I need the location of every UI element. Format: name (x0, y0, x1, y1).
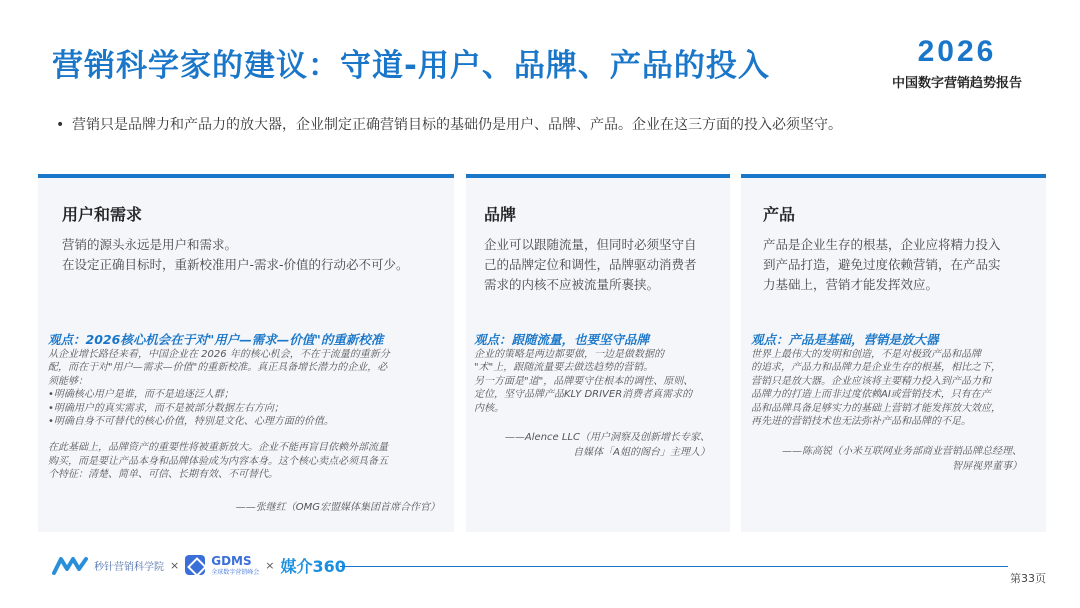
page-number: 第33页 (1010, 572, 1046, 585)
viewpoint-line: 世界上最伟大的发明和创造，不是对极致产品和品牌 (751, 349, 981, 360)
viewpoint-line: 企业的策略是两边都要做，一边是做数据的 (474, 349, 664, 360)
page-title: 营销科学家的建议：守道-用户、品牌、产品的投入 (52, 48, 770, 84)
gdms-logo-subtext: 全球数字营销峰会 (211, 568, 260, 576)
viewpoint-text (48, 348, 390, 482)
viewpoint-line: 的追求，产品力和品牌力是企业生存的根基，相比之下， (751, 362, 1001, 374)
viewpoint-line: 个特征：清楚、简单、可信、长期有效、不可替代。 (48, 469, 278, 481)
quote-source (782, 444, 1022, 474)
panel-user-demand (38, 174, 454, 532)
miaozhen-logo-text: 秒针营销科学院 (94, 561, 164, 573)
panel-title: 产品 (763, 205, 796, 224)
viewpoint-line: 内核。 (474, 402, 504, 414)
panel-body-line: 己的品牌定位和调性，品牌驱动消费者 (484, 257, 697, 272)
footer-logos (52, 552, 346, 578)
bullet-dot-icon: • (56, 117, 65, 133)
meijie360-logo-text: 媒介360 (280, 556, 346, 576)
viewpoint-line: 在此基础上，品牌资产的重要性将被重新放大。企业不能再盲目依赖外部流量 (48, 442, 388, 454)
panel-body-line: 营销的源头永远是用户和需求。 (62, 237, 238, 252)
quote-source-line: 自媒体「A姐的阁台」主理人） (573, 447, 710, 458)
panel-body-line: 力基础上，营销才能发挥效应。 (763, 277, 939, 292)
panel-title: 品牌 (484, 205, 517, 224)
quote-source-line: ——Alence LLC（用户洞察及创新增长专家、 (504, 432, 710, 443)
report-brand (872, 36, 1042, 91)
panel-body-line: 需求的内核不应被流量所裹挟。 (484, 277, 660, 292)
viewpoint-text (751, 348, 1001, 428)
viewpoint-line: •明确核心用户是谁，而不是追逐泛人群； (48, 389, 234, 401)
gdms-logo-icon (185, 555, 205, 575)
viewpoint-line: 另一方面是"道"，品牌要守住根本的调性、原则、 (474, 375, 694, 387)
panel-title: 用户和需求 (62, 205, 143, 224)
quote-source-line: 智屏视界董事） (952, 461, 1022, 472)
panel-product (741, 174, 1046, 532)
viewpoint-title: 观点：2026核心机会在于对"用户—需求—价值"的重新校准 (48, 332, 384, 347)
panel-body-line: 企业可以跟随流量，但同时必须坚守自 (484, 237, 697, 252)
summary-bullet (56, 114, 842, 134)
viewpoint-line: 品和品牌具备足够实力的基础上营销才能发挥放大效应， (751, 402, 1001, 414)
times-icon: × (265, 558, 275, 572)
viewpoint-line: •明确用户的真实需求，而不是被部分数据左右方向； (48, 402, 284, 414)
viewpoint-title: 观点：产品是基础，营销是放大器 (751, 332, 939, 347)
viewpoint-line: "术"上，跟随流量要去做迭趋势的营销。 (474, 362, 654, 374)
times-icon: × (170, 558, 180, 572)
quote-source: ——张继红（OMG宏盟媒体集团首席合作官） (235, 502, 440, 513)
panel-body-line: 到产品打造，避免过度依赖营销，在产品实 (763, 257, 1001, 272)
miaozhen-logo-icon (52, 555, 88, 575)
gdms-logo (211, 555, 259, 576)
panel-body (763, 235, 1027, 295)
panel-brand (466, 174, 730, 532)
summary-text: 营销只是品牌力和产品力的放大器，企业制定正确营销目标的基础仍是用户、品牌、产品。企业在这三方面的投入必须坚守。 (72, 117, 842, 133)
quote-source-line: ——陈高锐（小米互联网业务部商业营销品牌总经理、 (782, 446, 1022, 457)
gdms-logo-text: GDMS (211, 553, 252, 568)
brand-year: 2026 (917, 35, 997, 68)
viewpoint-line: 品牌力的打造上而非过度依赖AI或营销技术，只有在产 (751, 389, 991, 401)
panel-body-line: 在设定正确目标时，重新校准用户-需求-价值的行动必不可少。 (62, 257, 409, 272)
viewpoint-line: 从企业增长路径来看，中国企业在 2026 年的核心机会，不在于流量的重新分 (48, 349, 390, 360)
quote-source (505, 430, 710, 460)
panel-body-line: 产品是企业生存的根基，企业应将精力投入 (763, 237, 1001, 252)
viewpoint-text (474, 348, 693, 415)
viewpoint-line: 营销只是放大器。企业应该将主要精力投入到产品力和 (751, 375, 991, 387)
footer-divider (340, 566, 1008, 567)
viewpoint-title: 观点：跟随流量，也要坚守品牌 (474, 332, 650, 347)
viewpoint-line: 须能够： (48, 375, 88, 387)
viewpoint-line: •明确自身不可替代的核心价值，特别是文化、心理方面的价值。 (48, 416, 334, 428)
viewpoint-line: 再先进的营销技术也无法弥补产品和品牌的不足。 (751, 416, 971, 428)
viewpoint-line: 定位，坚守品牌产品KLY DRIVER消费者真需求的 (474, 389, 693, 401)
brand-subtitle: 中国数字营销趋势报告 (891, 76, 1022, 91)
panel-body (62, 235, 442, 275)
viewpoint-line: 配，而在于对"用户—需求—价值"的重新校准。真正具备增长潜力的企业，必 (48, 362, 388, 374)
panel-body (484, 235, 720, 295)
viewpoint-line: 购买，而是要让产品本身和品牌体验成为内容本身。这个核心卖点必须具备五 (48, 455, 388, 467)
